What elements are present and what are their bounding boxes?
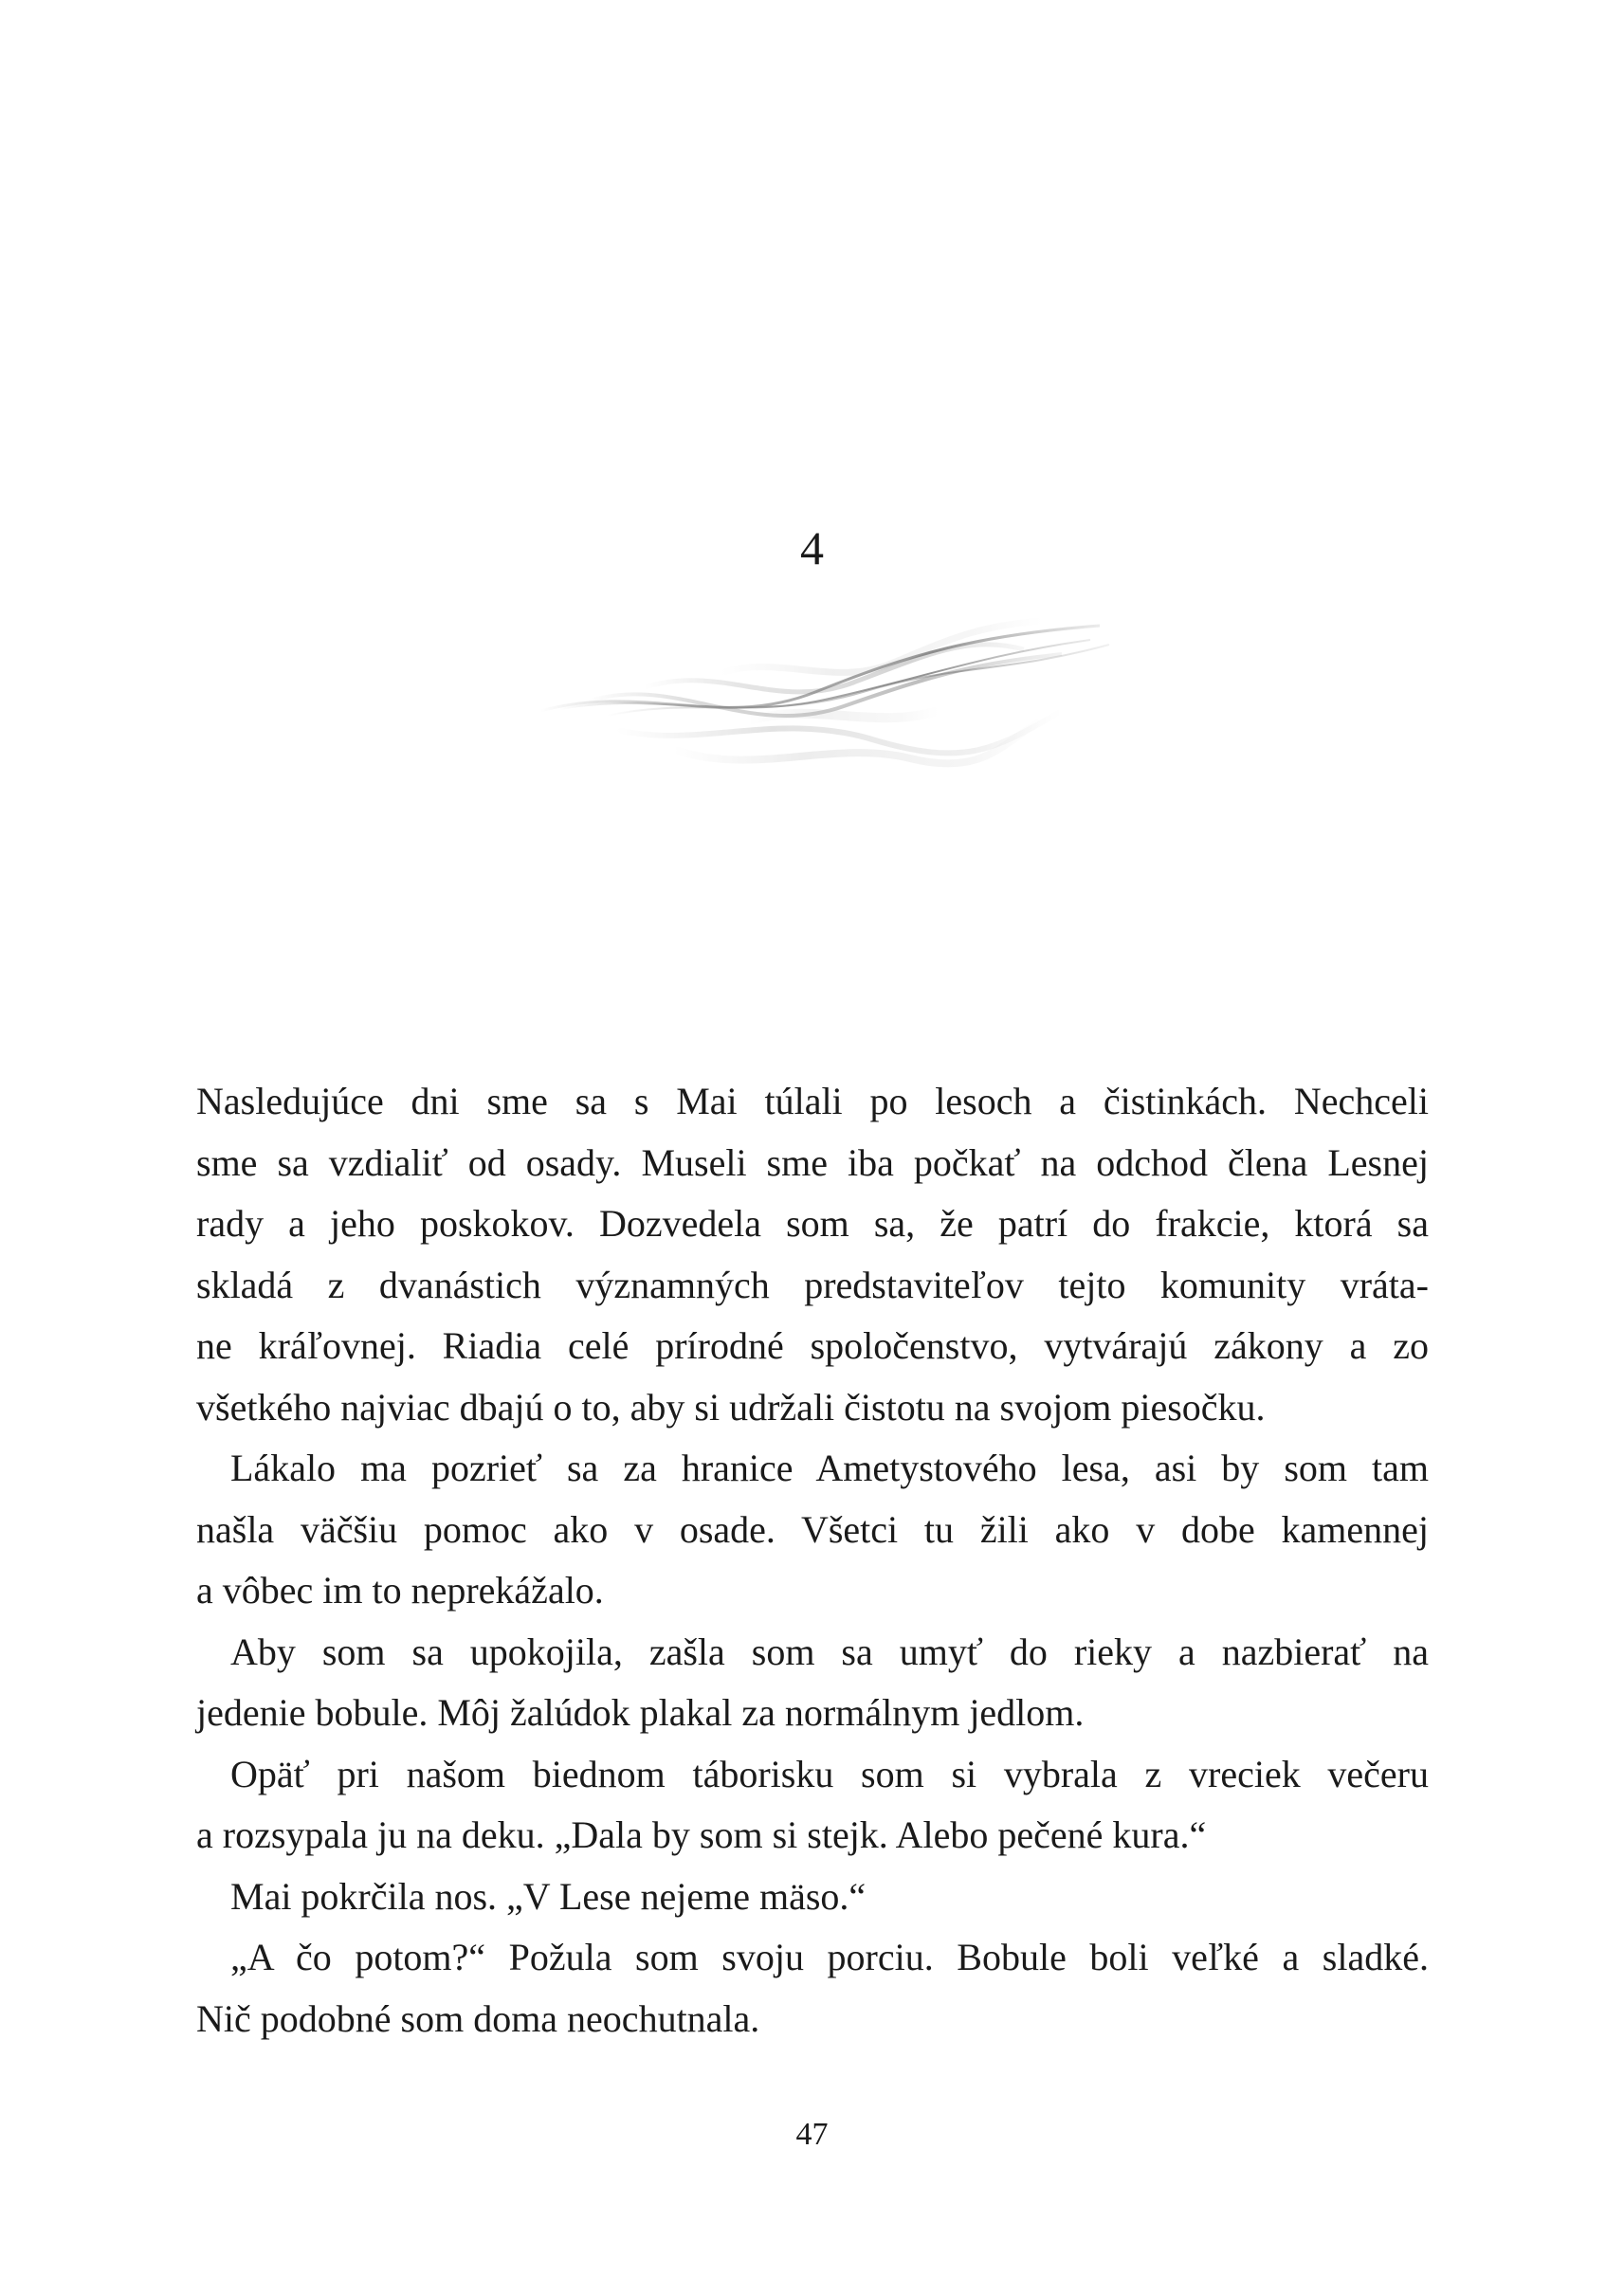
text-line: rady a jeho poskokov. Dozvedela som sa, že patrí do frakcie, ktorá sa bbox=[196, 1202, 1429, 1245]
text-line: jedenie bobule. Môj žalúdok plakal za normálnym jedlom. bbox=[196, 1691, 1085, 1734]
text-line: všetkého najviac dbajú o to, aby si udržali čistotu na svojom piesočku. bbox=[196, 1385, 1266, 1429]
page-number: 47 bbox=[795, 2117, 829, 2152]
chapter-number: 4 bbox=[800, 521, 824, 574]
text-line: a rozsypala ju na deku. „Dala by som si stejk. Alebo pečené kura.“ bbox=[196, 1813, 1207, 1856]
text-line: našla väčšiu pomoc ako v osade. Všetci tu žili ako v dobe kamennej bbox=[196, 1507, 1429, 1551]
text-line: Nasledujúce dni sme sa s Mai túlali po lesoch a čistinkách. Nechceli bbox=[196, 1080, 1429, 1122]
text-line: Opäť pri našom biednom táborisku som si vybrala z vreciek večeru bbox=[230, 1752, 1429, 1795]
text-line: a vôbec im to neprekážalo. bbox=[196, 1569, 604, 1612]
smoke-wave-ornament-icon bbox=[531, 597, 1119, 787]
text-line: skladá z dvanástich významných predstaviteľov tejto komunity vráta- bbox=[196, 1263, 1429, 1306]
text-line: Mai pokrčila nos. „V Lese nejeme mäso.“ bbox=[230, 1874, 867, 1918]
text-line: Nič podobné som doma neochutnala. bbox=[196, 1996, 760, 2040]
text-line: ne kráľovnej. Riadia celé prírodné spoločenstvo, vytvárajú zákony a zo bbox=[196, 1324, 1429, 1367]
text-line: Aby som sa upokojila, zašla som sa umyť do rieky a nazbierať na bbox=[230, 1630, 1429, 1673]
text-line: sme sa vzdialiť od osady. Museli sme iba počkať na odchod člena Lesnej bbox=[196, 1140, 1429, 1184]
chapter-body-text bbox=[196, 1071, 1429, 2049]
text-line: Lákalo ma pozrieť sa za hranice Ametystového lesa, asi by som tam bbox=[230, 1447, 1429, 1489]
text-line: „A čo potom?“ Požula som svoju porciu. Bobule boli veľké a sladké. bbox=[230, 1936, 1429, 1978]
